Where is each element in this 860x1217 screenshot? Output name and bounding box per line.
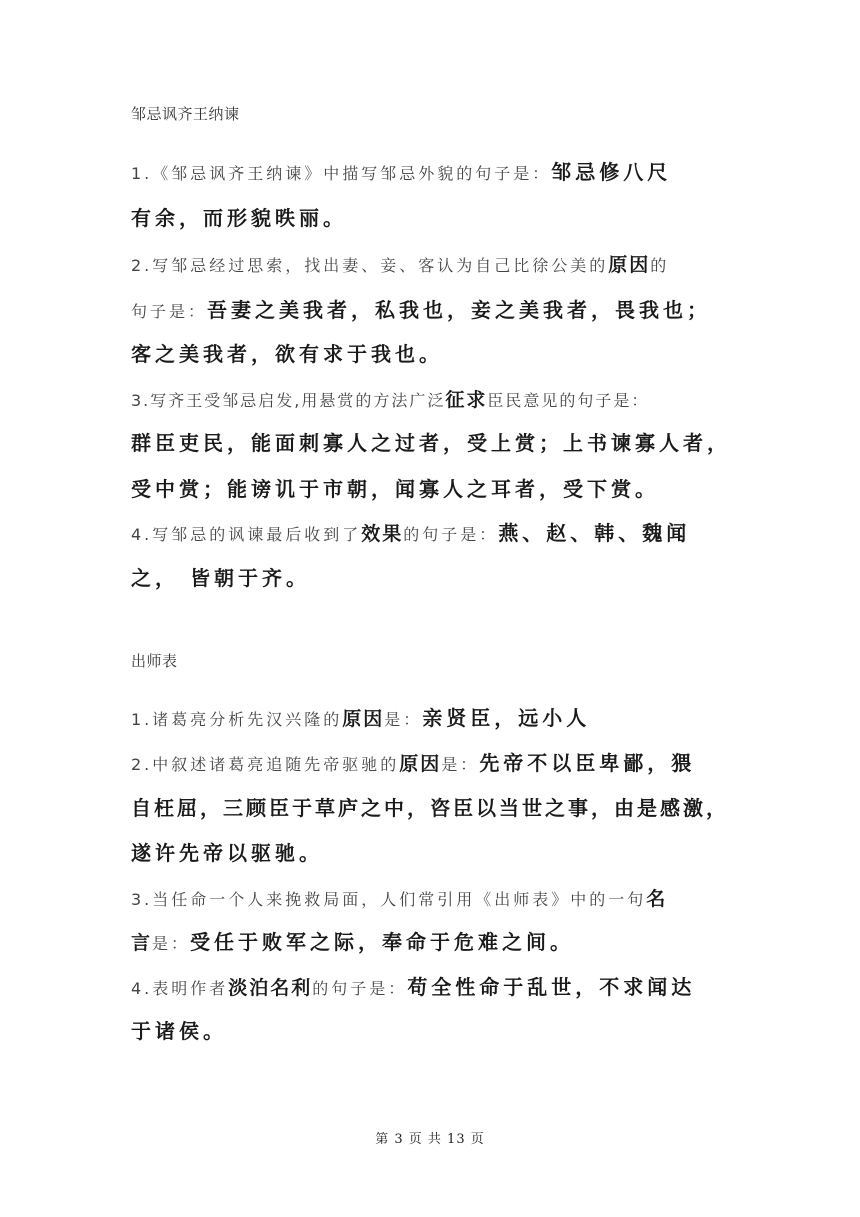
- answer-line: 群臣吏民，能面刺寡人之过者，受上赏；上书谏寡人者，: [131, 431, 731, 455]
- question-line: 言是：受任于败军之际，奉命于危难之间。: [131, 930, 575, 954]
- answer-line: 受中赏；能谤讥于市朝，闻寡人之耳者，受下赏。: [131, 477, 659, 501]
- question-line: 3.当任命一个人来挽救局面，人们常引用《出师表》中的一句名: [131, 888, 668, 910]
- question-line: 2.写邹忌经过思索，找出妻、妾、客认为自己比徐公美的原因的: [131, 254, 670, 276]
- section-title: 邹忌讽齐王纳谏: [131, 105, 240, 123]
- answer-line: 自枉屈，三顾臣于草庐之中，咨臣以当世之事，由是感激，: [131, 796, 729, 820]
- question-line: 2.中叙述诸葛亮追随先帝驱驰的原因是：先帝不以臣卑鄙，猥: [131, 751, 696, 775]
- question-line: 4.写邹忌的讽谏最后收到了效果的句子是：燕、赵、韩、魏闻: [131, 521, 691, 545]
- question-line: 1.《邹忌讽齐王纳谏》中描写邹忌外貌的句子是：邹忌修八尺: [131, 160, 672, 184]
- answer-line: 于诸侯。: [131, 1019, 227, 1043]
- answer-line: 之， 皆朝于齐。: [131, 566, 310, 590]
- section-title: 出师表: [131, 652, 178, 670]
- question-line: 1.诸葛亮分析先汉兴隆的原因是：亲贤臣，远小人: [131, 706, 591, 730]
- answer-line: 有余，而形貌昳丽。: [131, 206, 347, 230]
- page-number-footer: 第 3 页 共 13 页: [375, 1132, 485, 1147]
- answer-line: 客之美我者，欲有求于我也。: [131, 342, 443, 366]
- question-line: 3.写齐王受邹忌启发,用悬赏的方法广泛征求臣民意见的句子是：: [131, 389, 650, 411]
- question-line: 4.表明作者淡泊名利的句子是：苟全性命于乱世，不求闻达: [131, 975, 696, 999]
- answer-line: 遂许先帝以驱驰。: [131, 841, 323, 865]
- question-line: 句子是：吾妻之美我者，私我也，妾之美我者，畏我也；: [131, 298, 712, 322]
